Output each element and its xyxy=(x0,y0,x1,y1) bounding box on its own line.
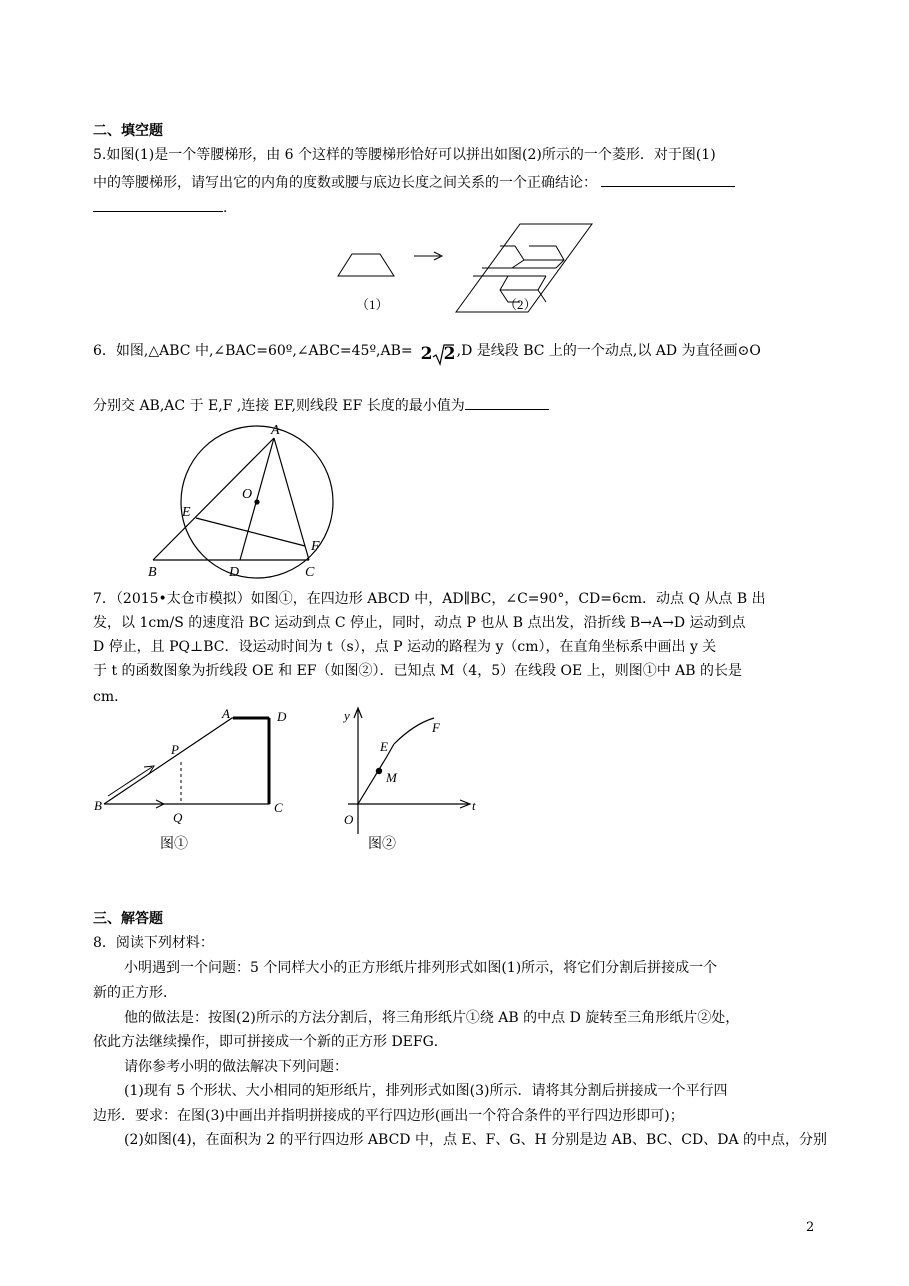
q7-line-5: cm． xyxy=(93,689,129,705)
q7-fig1-label-b: B xyxy=(94,798,102,813)
q6-label-e: E xyxy=(182,505,191,520)
q5-answer-blank-1 xyxy=(601,172,735,187)
q7-fig2-label-y: y xyxy=(344,708,350,723)
q5-line-2: 中的等腰梯形，请写出它的内角的度数或腰与底边长度之间关系的一个正确结论： xyxy=(93,172,735,192)
q6-answer-blank xyxy=(465,395,549,410)
q7-segment-ef xyxy=(394,718,434,744)
q8-line-1: 8．阅读下列材料： xyxy=(93,935,214,951)
q7-line-4: 于 t 的函数图象为折线段 OE 和 EF（如图②）．已知点 M（4，5）在线段 OE 上，则图①中 AB 的长是 xyxy=(93,663,743,679)
section-heading-solve: 三、解答题 xyxy=(93,911,163,927)
q5-fig1-caption: （1） xyxy=(356,297,389,312)
q6-segment-ab xyxy=(153,438,274,560)
q6-label-c: C xyxy=(305,565,315,580)
q7-fig2-label-t: t xyxy=(472,798,476,813)
q7-fig1-label-d: D xyxy=(277,709,287,724)
q6-figure xyxy=(145,422,355,582)
q6-sqrt-expression: 2 2 xyxy=(420,344,456,364)
q7-fig2-label-o: O xyxy=(344,812,354,827)
q7-fig2-label-e: E xyxy=(380,739,388,754)
q7-fig1-label-c: C xyxy=(274,800,283,815)
section-heading-fill-blank: 二、填空题 xyxy=(93,123,163,139)
q7-fig2-label-f: F xyxy=(432,720,440,735)
q7-point-m xyxy=(376,768,382,774)
q5-line-3: . xyxy=(93,197,227,217)
q5-answer-blank-2 xyxy=(93,197,223,212)
q8-line-5: 依此方法继续操作，即可拼接成一个新的正方形 DEFG． xyxy=(93,1034,448,1050)
q6-label-f: F xyxy=(311,539,320,554)
q7-arrow-ba xyxy=(108,767,152,796)
q7-figure-1 xyxy=(92,704,302,856)
q7-fig1-caption: 图① xyxy=(160,837,188,852)
q8-line-3: 新的正方形． xyxy=(93,985,177,1001)
q6-label-a: A xyxy=(271,423,280,438)
q8-line-6: 请你参考小明的做法解决下列问题： xyxy=(124,1059,348,1075)
q7-fig2-label-m: M xyxy=(386,770,397,785)
q6-label-o: O xyxy=(242,487,253,502)
q6-line-1: 6．如图,△ABC 中,∠BAC=60º,∠ABC=45º,AB= 2 2 ,D 是线段 BC 上的一个动点,以 AD 为直径画⊙O xyxy=(93,337,761,360)
q7-fig1-label-q: Q xyxy=(173,810,183,825)
q6-label-b: B xyxy=(148,565,157,580)
q7-arrow-ba-head xyxy=(144,766,154,774)
q7-quadrilateral-abcd xyxy=(104,718,269,804)
q7-figure-2 xyxy=(330,700,490,858)
q7-line-3: D 停止，且 PQ⊥BC．设运动时间为 t（s），点 P 运动的路程为 y（cm），在直角坐标系中画出 y 关 xyxy=(93,639,717,655)
q6-line-2: 分别交 AB,AC 于 E,F ,连接 EF,则线段 EF 长度的最小值为 xyxy=(93,395,549,415)
q7-fig1-label-p: P xyxy=(171,742,179,757)
q7-line-1: 7．（2015•太仓市模拟）如图①，在四边形 ABCD 中，AD∥BC，∠C=90°，CD=6cm．动点 Q 从点 B 出 xyxy=(93,591,766,607)
q8-line-8: 边形．要求：在图(3)中画出并指明拼接成的平行四边形(画出一个符合条件的平行四边形即可)； xyxy=(93,1108,684,1124)
q8-line-2: 小明遇到一个问题：5 个同样大小的正方形纸片排列形式如图(1)所示，将它们分割后拼接成一个 xyxy=(124,960,718,976)
q7-fig2-caption: 图② xyxy=(368,837,396,852)
q6-label-d: D xyxy=(229,565,240,580)
q5-figures xyxy=(330,216,600,321)
q8-line-7: (1)现有 5 个形状、大小相同的矩形纸片，排列形式如图(3)所示．请将其分割后拼接成一个平行四 xyxy=(124,1083,728,1099)
q5-line-1: 5.如图(1)是一个等腰梯形，由 6 个这样的等腰梯形恰好可以拼出如图(2)所示的一个菱形．对于图(1) xyxy=(93,147,716,163)
q5-fig2-caption: （2） xyxy=(504,297,537,312)
page-number: 2 xyxy=(806,1220,815,1235)
q8-line-4: 他的做法是：按图(2)所示的方法分割后，将三角形纸片①绕 AB 的中点 D 旋转至三角形纸片②处， xyxy=(124,1010,740,1026)
q8-line-9: (2)如图(4)，在面积为 2 的平行四边形 ABCD 中，点 E、F、G、H 分别是边 AB、BC、CD、DA 的中点，分别 xyxy=(124,1132,828,1148)
q5-fig1-trapezoid xyxy=(338,254,394,276)
q6-segment-ac xyxy=(274,438,309,560)
q7-fig1-label-a: A xyxy=(222,706,230,721)
q7-line-2: 发，以 1cm/S 的速度沿 BC 运动到点 C 停止，同时，动点 P 也从 B 点出发，沿折线 B→A→D 运动到点 xyxy=(93,615,746,631)
q6-center-dot xyxy=(254,499,259,504)
